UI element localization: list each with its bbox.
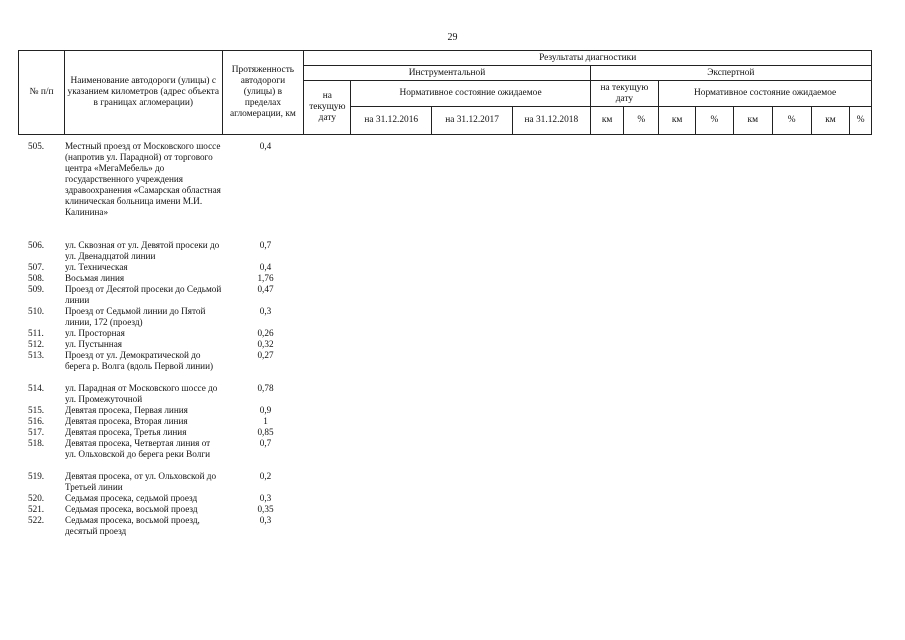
road-name: Проезд от Седьмой линии до Пятой линии, 172 (проезд) — [65, 306, 206, 327]
date-2016-instr: на 31.12.2016 — [351, 107, 432, 135]
row-number: 507. — [28, 262, 45, 272]
results-header: Результаты диагностики — [304, 51, 872, 66]
road-length: 0,3 — [259, 306, 272, 316]
road-length: 0,35 — [257, 504, 274, 514]
header-table — [18, 50, 872, 135]
table-row — [18, 427, 878, 438]
road-name: Девятая просека, от ул. Ольховской до Третьей линии — [65, 471, 217, 492]
row-number: 510. — [28, 306, 45, 316]
table-row — [18, 306, 878, 328]
table-row — [18, 515, 878, 537]
road-length: 0,47 — [257, 284, 274, 294]
road-name: ул. Пустынная — [65, 339, 122, 349]
road-name: ул. Парадная от Московского шоссе до ул. Промежуточной — [65, 383, 218, 404]
road-length: 0,27 — [257, 350, 274, 360]
row-number: 517. — [28, 427, 45, 437]
row-number: 522. — [28, 515, 45, 525]
road-length: 0,3 — [259, 493, 272, 503]
date-2018-instr: на 31.12.2018 — [512, 107, 590, 135]
road-name: Девятая просека, Четвертая линия от ул. Ольховской до берега реки Волги — [65, 438, 211, 459]
row-number: 521. — [28, 504, 45, 514]
instrumental-header: Инструментальной — [304, 66, 590, 81]
road-name: ул. Техническая — [65, 262, 128, 272]
km-header: км — [733, 107, 772, 135]
table-row — [18, 471, 878, 493]
page-number: 29 — [447, 32, 458, 43]
road-name: Проезд от Десятой просеки до Седьмой линии — [65, 284, 222, 305]
date-2017-instr: на 31.12.2017 — [432, 107, 513, 135]
road-name: Восьмая линия — [65, 273, 125, 283]
col-name-header: Наименование автодороги (улицы) с указанием километров (адрес объекта в границах агломерации) — [65, 51, 223, 135]
road-length: 0,2 — [259, 471, 272, 481]
table-row — [18, 504, 878, 515]
road-length: 0,85 — [257, 427, 274, 437]
table-row — [18, 284, 878, 306]
road-length: 0,4 — [259, 262, 272, 272]
km-header: км — [659, 107, 696, 135]
road-length: 1 — [263, 416, 268, 426]
road-name: Девятая просека, Третья линия — [65, 427, 187, 437]
col-num-header: № п/п — [19, 51, 65, 135]
road-length: 0,7 — [259, 438, 272, 448]
data-rows — [18, 141, 878, 537]
table-row — [18, 273, 878, 284]
row-number: 509. — [28, 284, 45, 294]
road-length: 0,26 — [257, 328, 274, 338]
road-name: Проезд от ул. Демократической до берега р. Волга (вдоль Первой линии) — [65, 350, 214, 371]
table-row — [18, 493, 878, 504]
row-number: 515. — [28, 405, 45, 415]
row-number: 520. — [28, 493, 45, 503]
row-number: 511. — [28, 328, 44, 338]
row-number: 514. — [28, 383, 45, 393]
row-number: 518. — [28, 438, 45, 448]
row-number: 506. — [28, 240, 45, 250]
table-row — [18, 438, 878, 471]
table-row — [18, 328, 878, 339]
row-number: 519. — [28, 471, 45, 481]
road-name: Седьмая просека, восьмой проезд — [65, 504, 198, 514]
current-date-instr-header: на текущую дату — [304, 81, 351, 135]
col-length-header: Протяженность автодороги (улицы) в пределах агломерации, км — [222, 51, 304, 135]
road-length: 0,7 — [259, 240, 272, 250]
row-number: 508. — [28, 273, 45, 283]
road-length: 0,78 — [257, 383, 274, 393]
road-name: Седьмая просека, седьмой проезд — [65, 493, 198, 503]
pct-header: % — [624, 107, 659, 135]
row-number: 513. — [28, 350, 45, 360]
pct-header: % — [850, 107, 872, 135]
road-name: Седьмая просека, восьмой проезд, десятый проезд — [65, 515, 200, 536]
road-length: 0,3 — [259, 515, 272, 525]
road-name: ул. Просторная — [65, 328, 125, 338]
road-length: 0,32 — [257, 339, 274, 349]
row-number: 516. — [28, 416, 45, 426]
table-row — [18, 141, 878, 240]
km-header: км — [590, 107, 624, 135]
normative-instr-header: Нормативное состояние ожидаемое — [351, 81, 590, 107]
row-number: 512. — [28, 339, 45, 349]
normative-expert-header: Нормативное состояние ожидаемое — [659, 81, 872, 107]
pct-header: % — [772, 107, 811, 135]
road-name: Девятая просека, Первая линия — [65, 405, 188, 415]
row-number: 505. — [28, 141, 45, 151]
current-date-expert-header: на текущую дату — [590, 81, 659, 107]
km-header: км — [811, 107, 850, 135]
table-row — [18, 405, 878, 416]
table-row — [18, 262, 878, 273]
table-row — [18, 350, 878, 383]
table-row — [18, 416, 878, 427]
road-length: 0,9 — [259, 405, 272, 415]
pct-header: % — [696, 107, 734, 135]
road-name: ул. Сквозная от ул. Девятой просеки до ул. Двенадцатой линии — [65, 240, 220, 261]
table-row — [18, 240, 878, 262]
road-length: 0,4 — [259, 141, 272, 151]
expert-header: Экспертной — [590, 66, 871, 81]
road-name: Местный проезд от Московского шоссе (напротив ул. Парадной) от торгового центра «МегаМебель» до государственного учреждения здравоохранения «Самарская областная клиническая больница имени М.И. Калинина» — [65, 141, 221, 217]
table-row — [18, 339, 878, 350]
road-name: Девятая просека, Вторая линия — [65, 416, 188, 426]
road-length: 1,76 — [257, 273, 274, 283]
table-row — [18, 383, 878, 405]
